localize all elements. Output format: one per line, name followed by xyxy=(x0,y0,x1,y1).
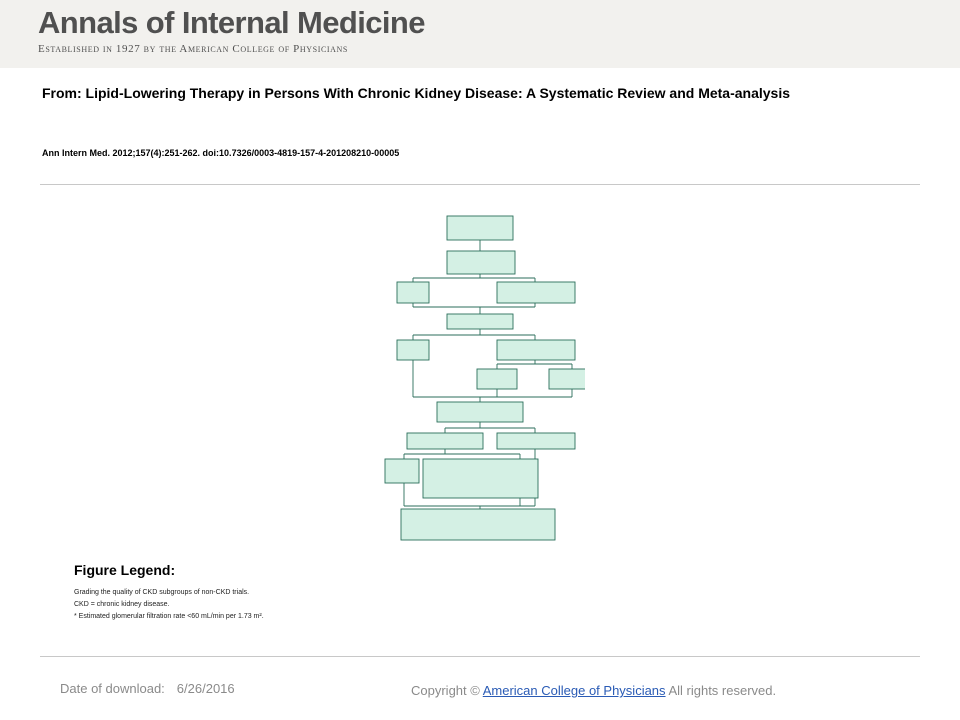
flowchart-box xyxy=(423,459,538,498)
connector xyxy=(445,422,535,433)
figure-legend-heading: Figure Legend: xyxy=(74,562,176,578)
flowchart-box xyxy=(401,509,555,540)
connector xyxy=(413,303,535,314)
connector xyxy=(404,449,520,459)
flowchart-box xyxy=(549,369,585,389)
flowchart-box xyxy=(397,340,429,360)
divider-bottom xyxy=(40,656,920,657)
connector xyxy=(413,274,535,282)
journal-banner xyxy=(0,0,960,68)
flowchart-svg xyxy=(355,212,585,544)
publisher-link[interactable]: American College of Physicians xyxy=(482,683,666,698)
connector xyxy=(497,360,572,369)
figure-flowchart xyxy=(355,212,585,544)
figure-legend-text: CKD = chronic kidney disease. xyxy=(74,601,170,608)
journal-title: Annals of Internal Medicine xyxy=(38,5,425,40)
connector xyxy=(413,329,535,340)
flowchart-box xyxy=(497,433,575,449)
flowchart-box xyxy=(397,282,429,303)
article-title: From: Lipid-Lowering Therapy in Persons With Chronic Kidney Disease: A Systematic Review and Meta-analysis xyxy=(42,85,791,101)
figure-legend-text: * Estimated glomerular filtration rate <60 mL/min per 1.73 m². xyxy=(74,613,264,620)
divider-top xyxy=(40,184,920,185)
download-label: Date of download: xyxy=(60,681,165,696)
journal-subtitle: Established in 1927 by the American College of Physicians xyxy=(38,43,348,55)
copyright-suffix: All rights reserved. xyxy=(668,683,777,698)
flowchart-box xyxy=(437,402,523,422)
flowchart-box xyxy=(385,459,419,483)
flowchart-box xyxy=(497,282,575,303)
copyright-notice xyxy=(411,683,776,698)
copyright-prefix: Copyright © xyxy=(411,683,480,698)
flowchart-box xyxy=(407,433,483,449)
article-citation: Ann Intern Med. 2012;157(4):251-262. doi:10.7326/0003-4819-157-4-201208210-00005 xyxy=(42,148,400,158)
flowchart-box xyxy=(447,216,513,240)
flowchart-box xyxy=(447,251,515,274)
download-info xyxy=(60,681,235,696)
flowchart-box xyxy=(497,340,575,360)
figure-legend-text: Grading the quality of CKD subgroups of non-CKD trials. xyxy=(74,589,250,596)
flowchart-box xyxy=(477,369,517,389)
flowchart-box xyxy=(447,314,513,329)
download-date: 6/26/2016 xyxy=(176,681,235,696)
